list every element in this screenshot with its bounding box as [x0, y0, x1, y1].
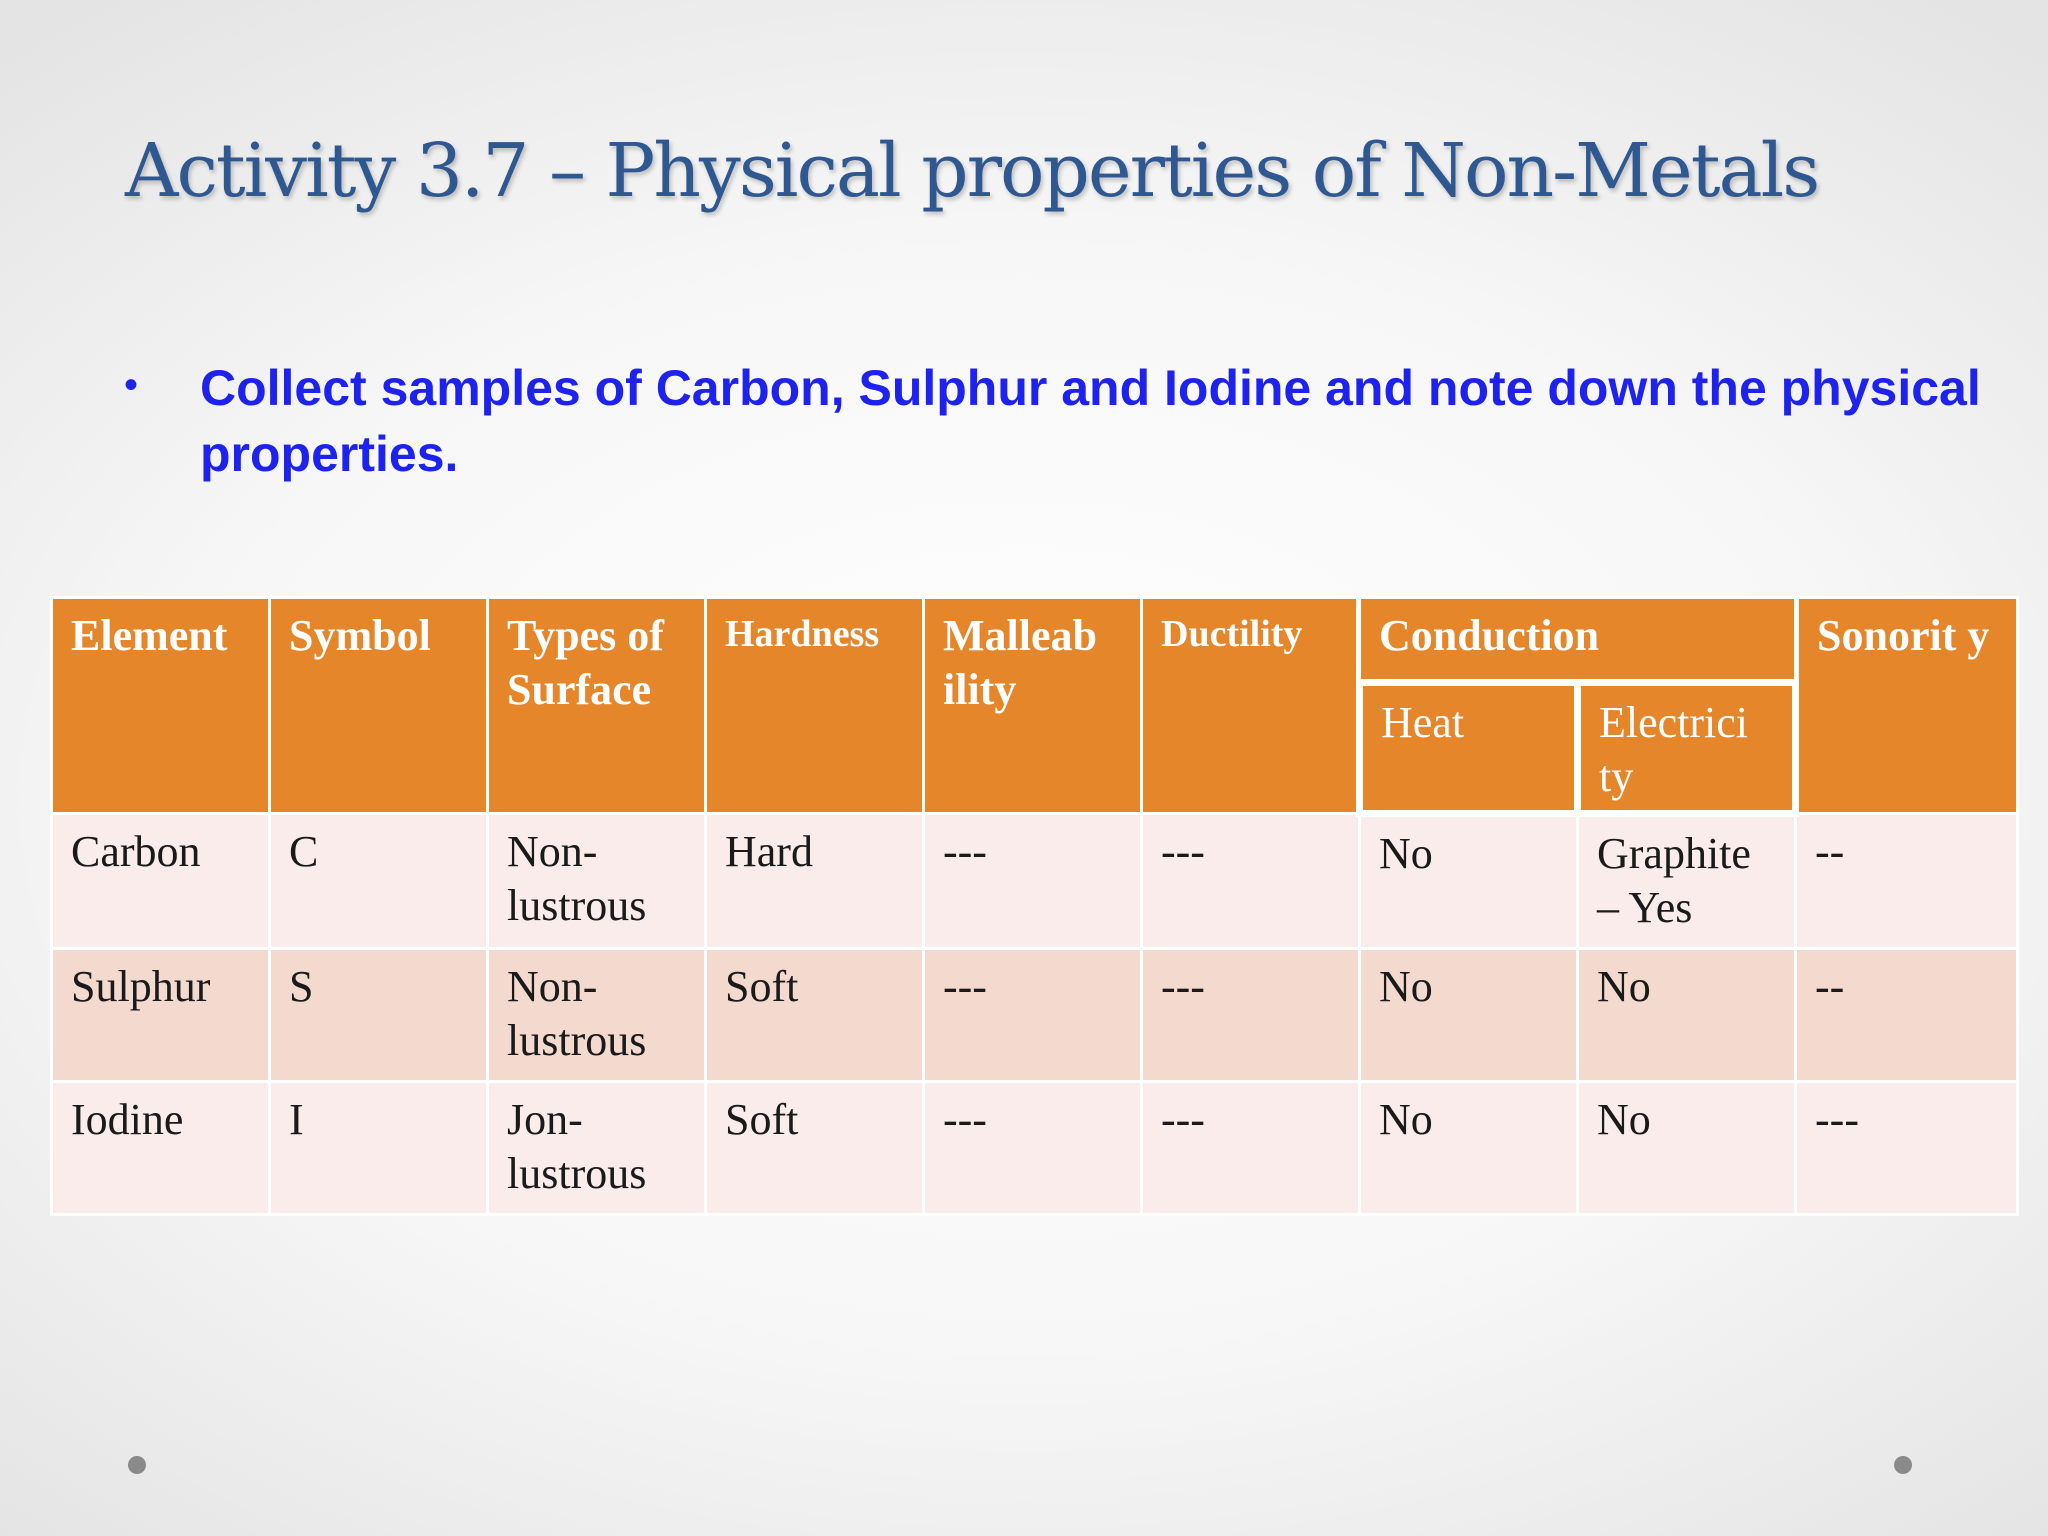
cell-ductility: --- [1142, 814, 1360, 949]
bullet-list [124, 355, 1981, 487]
bullet-marker: • [124, 363, 139, 407]
cell-heat: No [1360, 949, 1578, 1082]
bullet-text: Collect samples of Carbon, Sulphur and Iodine and note down the physical properties. [200, 360, 1981, 482]
cell-hardness: Hard [706, 814, 924, 949]
cell-symbol: C [270, 814, 488, 949]
cell-sonority: --- [1796, 1082, 2018, 1215]
header-heat: Heat [1360, 683, 1578, 814]
header-row [52, 598, 2018, 683]
cell-element: Sulphur [52, 949, 270, 1082]
header-conduction: Conduction [1360, 598, 1796, 683]
slide-title: Activity 3.7 – Physical properties of Non-Metals [125, 128, 1819, 214]
header-sonority: Sonorit y [1796, 598, 2018, 814]
header-electricity: Electrici ty [1578, 683, 1796, 814]
cell-surface: Non-lustrous [488, 949, 706, 1082]
cell-surface: Non-lustrous [488, 814, 706, 949]
cell-sonority: -- [1796, 949, 2018, 1082]
cell-electricity: Graphite – Yes [1578, 814, 1796, 949]
cell-malleability: --- [924, 814, 1142, 949]
table-row [52, 1082, 2018, 1215]
slide-dot-right [1894, 1456, 1912, 1474]
cell-sonority: -- [1796, 814, 2018, 949]
cell-element: Iodine [52, 1082, 270, 1215]
header-element: Element [52, 598, 270, 814]
header-ductility: Ductility [1142, 598, 1360, 814]
cell-symbol: S [270, 949, 488, 1082]
cell-malleability: --- [924, 949, 1142, 1082]
cell-hardness: Soft [706, 1082, 924, 1215]
cell-heat: No [1360, 814, 1578, 949]
cell-heat: No [1360, 1082, 1578, 1215]
cell-electricity: No [1578, 1082, 1796, 1215]
properties-table [50, 596, 2019, 1216]
cell-symbol: I [270, 1082, 488, 1215]
header-surface: Types of Surface [488, 598, 706, 814]
cell-ductility: --- [1142, 949, 1360, 1082]
header-hardness: Hardness [706, 598, 924, 814]
cell-malleability: --- [924, 1082, 1142, 1215]
cell-element: Carbon [52, 814, 270, 949]
slide-dot-left [128, 1456, 146, 1474]
cell-ductility: --- [1142, 1082, 1360, 1215]
table-row [52, 814, 2018, 949]
cell-surface: Jon-lustrous [488, 1082, 706, 1215]
header-symbol: Symbol [270, 598, 488, 814]
header-malleability: Malleab ility [924, 598, 1142, 814]
cell-electricity: No [1578, 949, 1796, 1082]
table-row [52, 949, 2018, 1082]
cell-hardness: Soft [706, 949, 924, 1082]
